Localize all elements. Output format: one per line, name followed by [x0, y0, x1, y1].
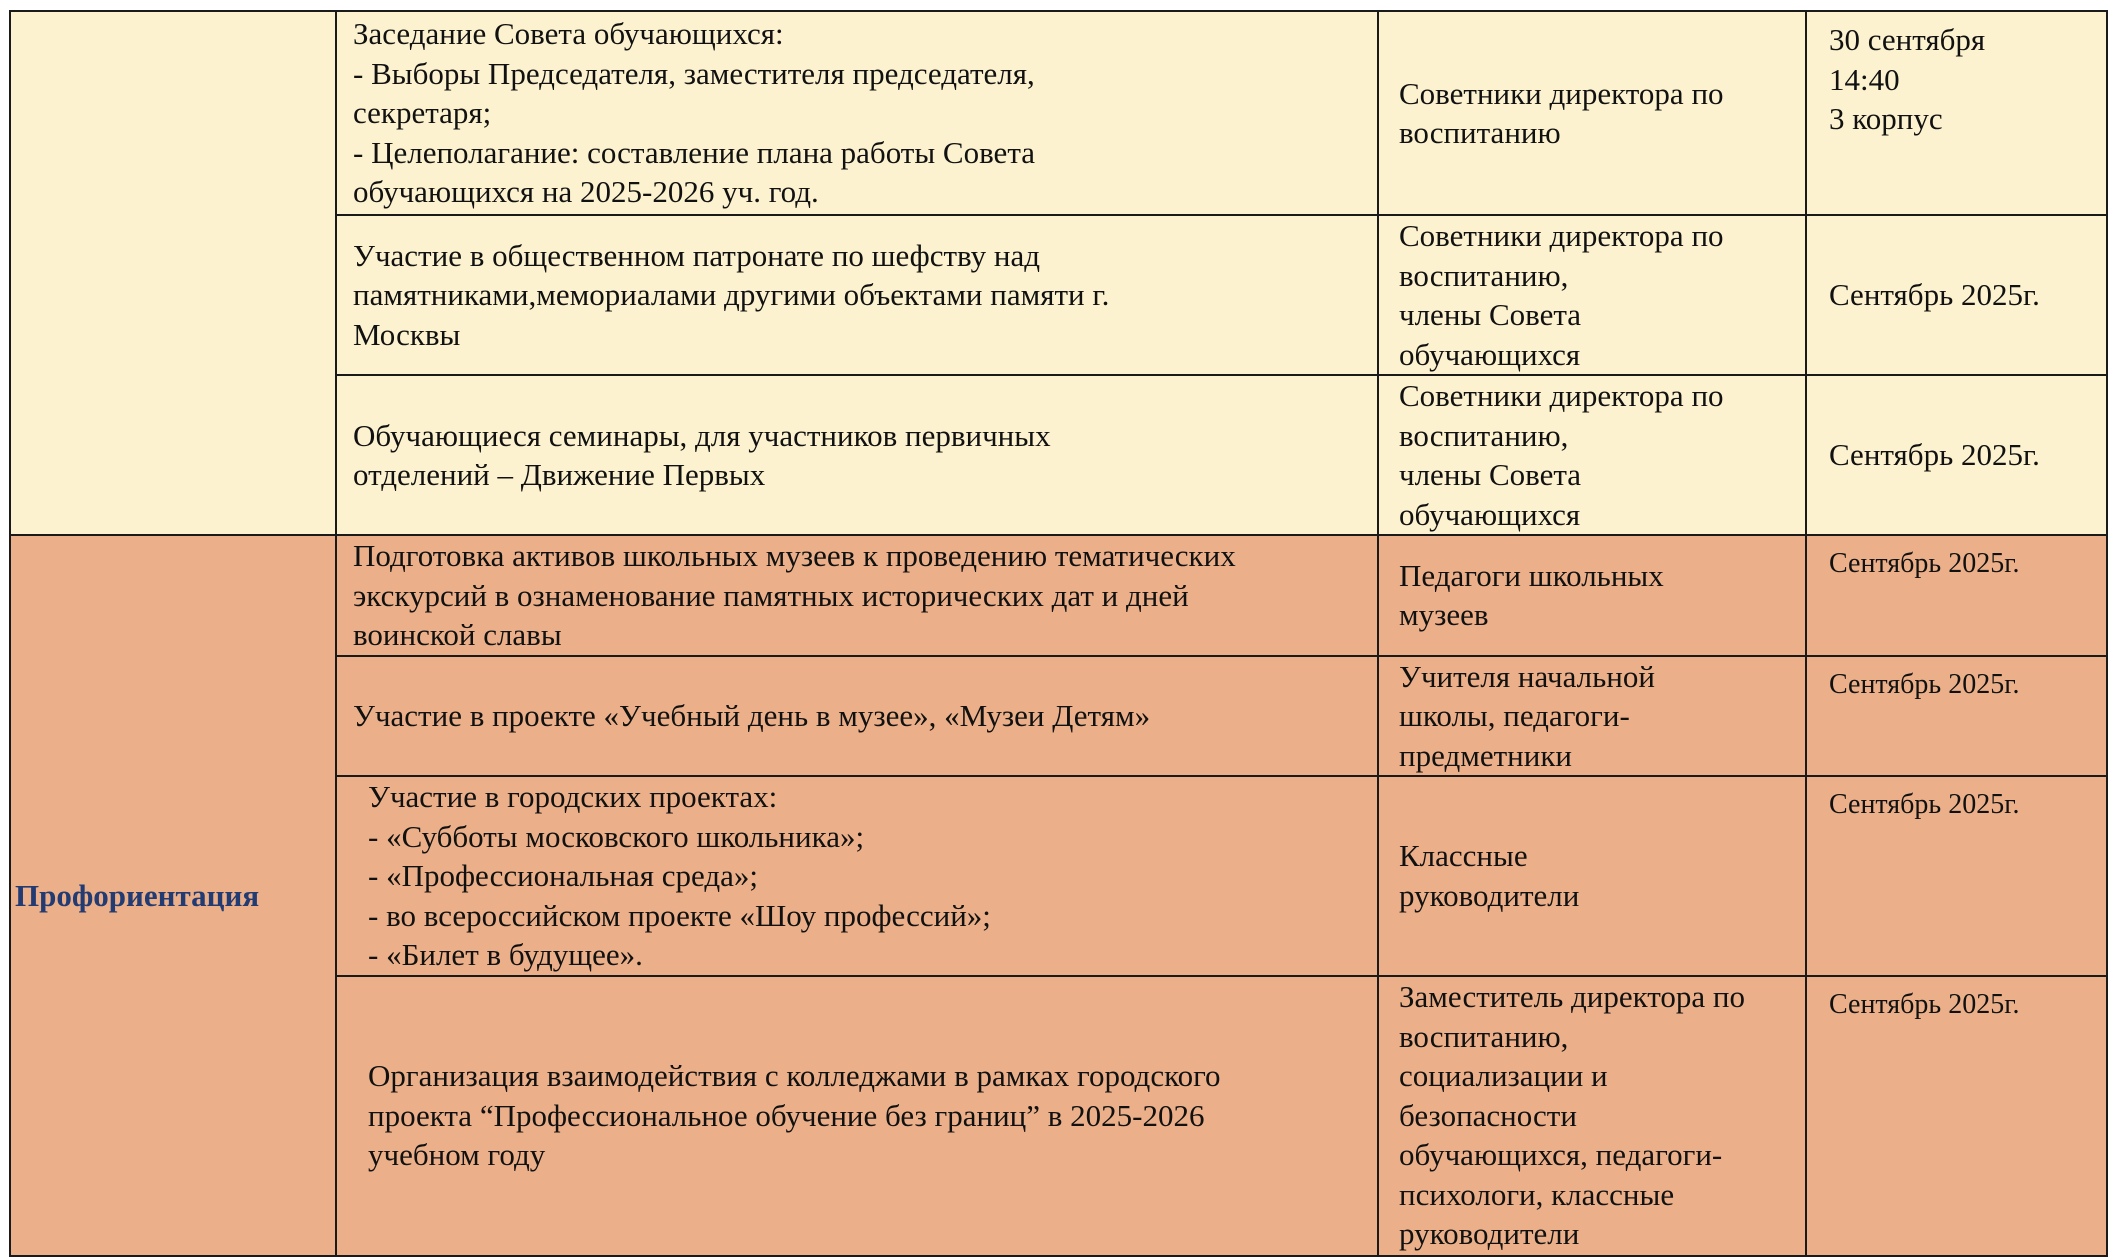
date-cell: 30 сентября 14:40 3 корпус	[1806, 11, 2107, 215]
event-cell: Организация взаимодействия с колледжами в рамках городского проекта “Профессиональное обучение без границ” в 2025-2026 учебном году	[336, 976, 1378, 1256]
responsible-cell: Советники директора по воспитанию, члены Совета обучающихся	[1378, 375, 1806, 535]
table-row	[10, 11, 2107, 215]
category-label: Профориентация	[15, 877, 260, 913]
category-cell	[10, 535, 336, 1256]
responsible-cell: Педагоги школьных музеев	[1378, 535, 1806, 656]
responsible-cell: Учителя начальной школы, педагоги- предметники	[1378, 656, 1806, 777]
event-cell: Подготовка активов школьных музеев к проведению тематических экскурсий в ознаменование памятных исторических дат и дней воинской славы	[336, 535, 1378, 656]
date-cell: Сентябрь 2025г.	[1806, 776, 2107, 976]
responsible-cell: Советники директора по воспитанию	[1378, 11, 1806, 215]
table-row	[10, 535, 2107, 656]
category-cell-empty	[10, 11, 336, 535]
date-cell: Сентябрь 2025г.	[1806, 375, 2107, 535]
event-cell: Участие в проекте «Учебный день в музее», «Музеи Детям»	[336, 656, 1378, 777]
responsible-cell: Классные руководители	[1378, 776, 1806, 976]
date-cell: Сентябрь 2025г.	[1806, 535, 2107, 656]
events-plan-table	[9, 10, 2108, 1257]
date-cell: Сентябрь 2025г.	[1806, 215, 2107, 375]
responsible-cell: Советники директора по воспитанию, члены Совета обучающихся	[1378, 215, 1806, 375]
event-cell: Участие в городских проектах: - «Субботы московского школьника»; - «Профессиональная среда»; - во всероссийском проекте «Шоу профессий»; - «Билет в будущее».	[336, 776, 1378, 976]
event-cell: Обучающиеся семинары, для участников первичных отделений – Движение Первых	[336, 375, 1378, 535]
responsible-cell: Заместитель директора по воспитанию, социализации и безопасности обучающихся, педагоги- психологи, классные руководители	[1378, 976, 1806, 1256]
event-cell: Заседание Совета обучающихся: - Выборы Председателя, заместителя председателя, секретаря; - Целеполагание: составление плана работы Совета обучающихся на 2025-2026 уч. год.	[336, 11, 1378, 215]
date-cell: Сентябрь 2025г.	[1806, 976, 2107, 1256]
event-cell: Участие в общественном патронате по шефству над памятниками,мемориалами другими объектами памяти г. Москвы	[336, 215, 1378, 375]
date-cell: Сентябрь 2025г.	[1806, 656, 2107, 777]
